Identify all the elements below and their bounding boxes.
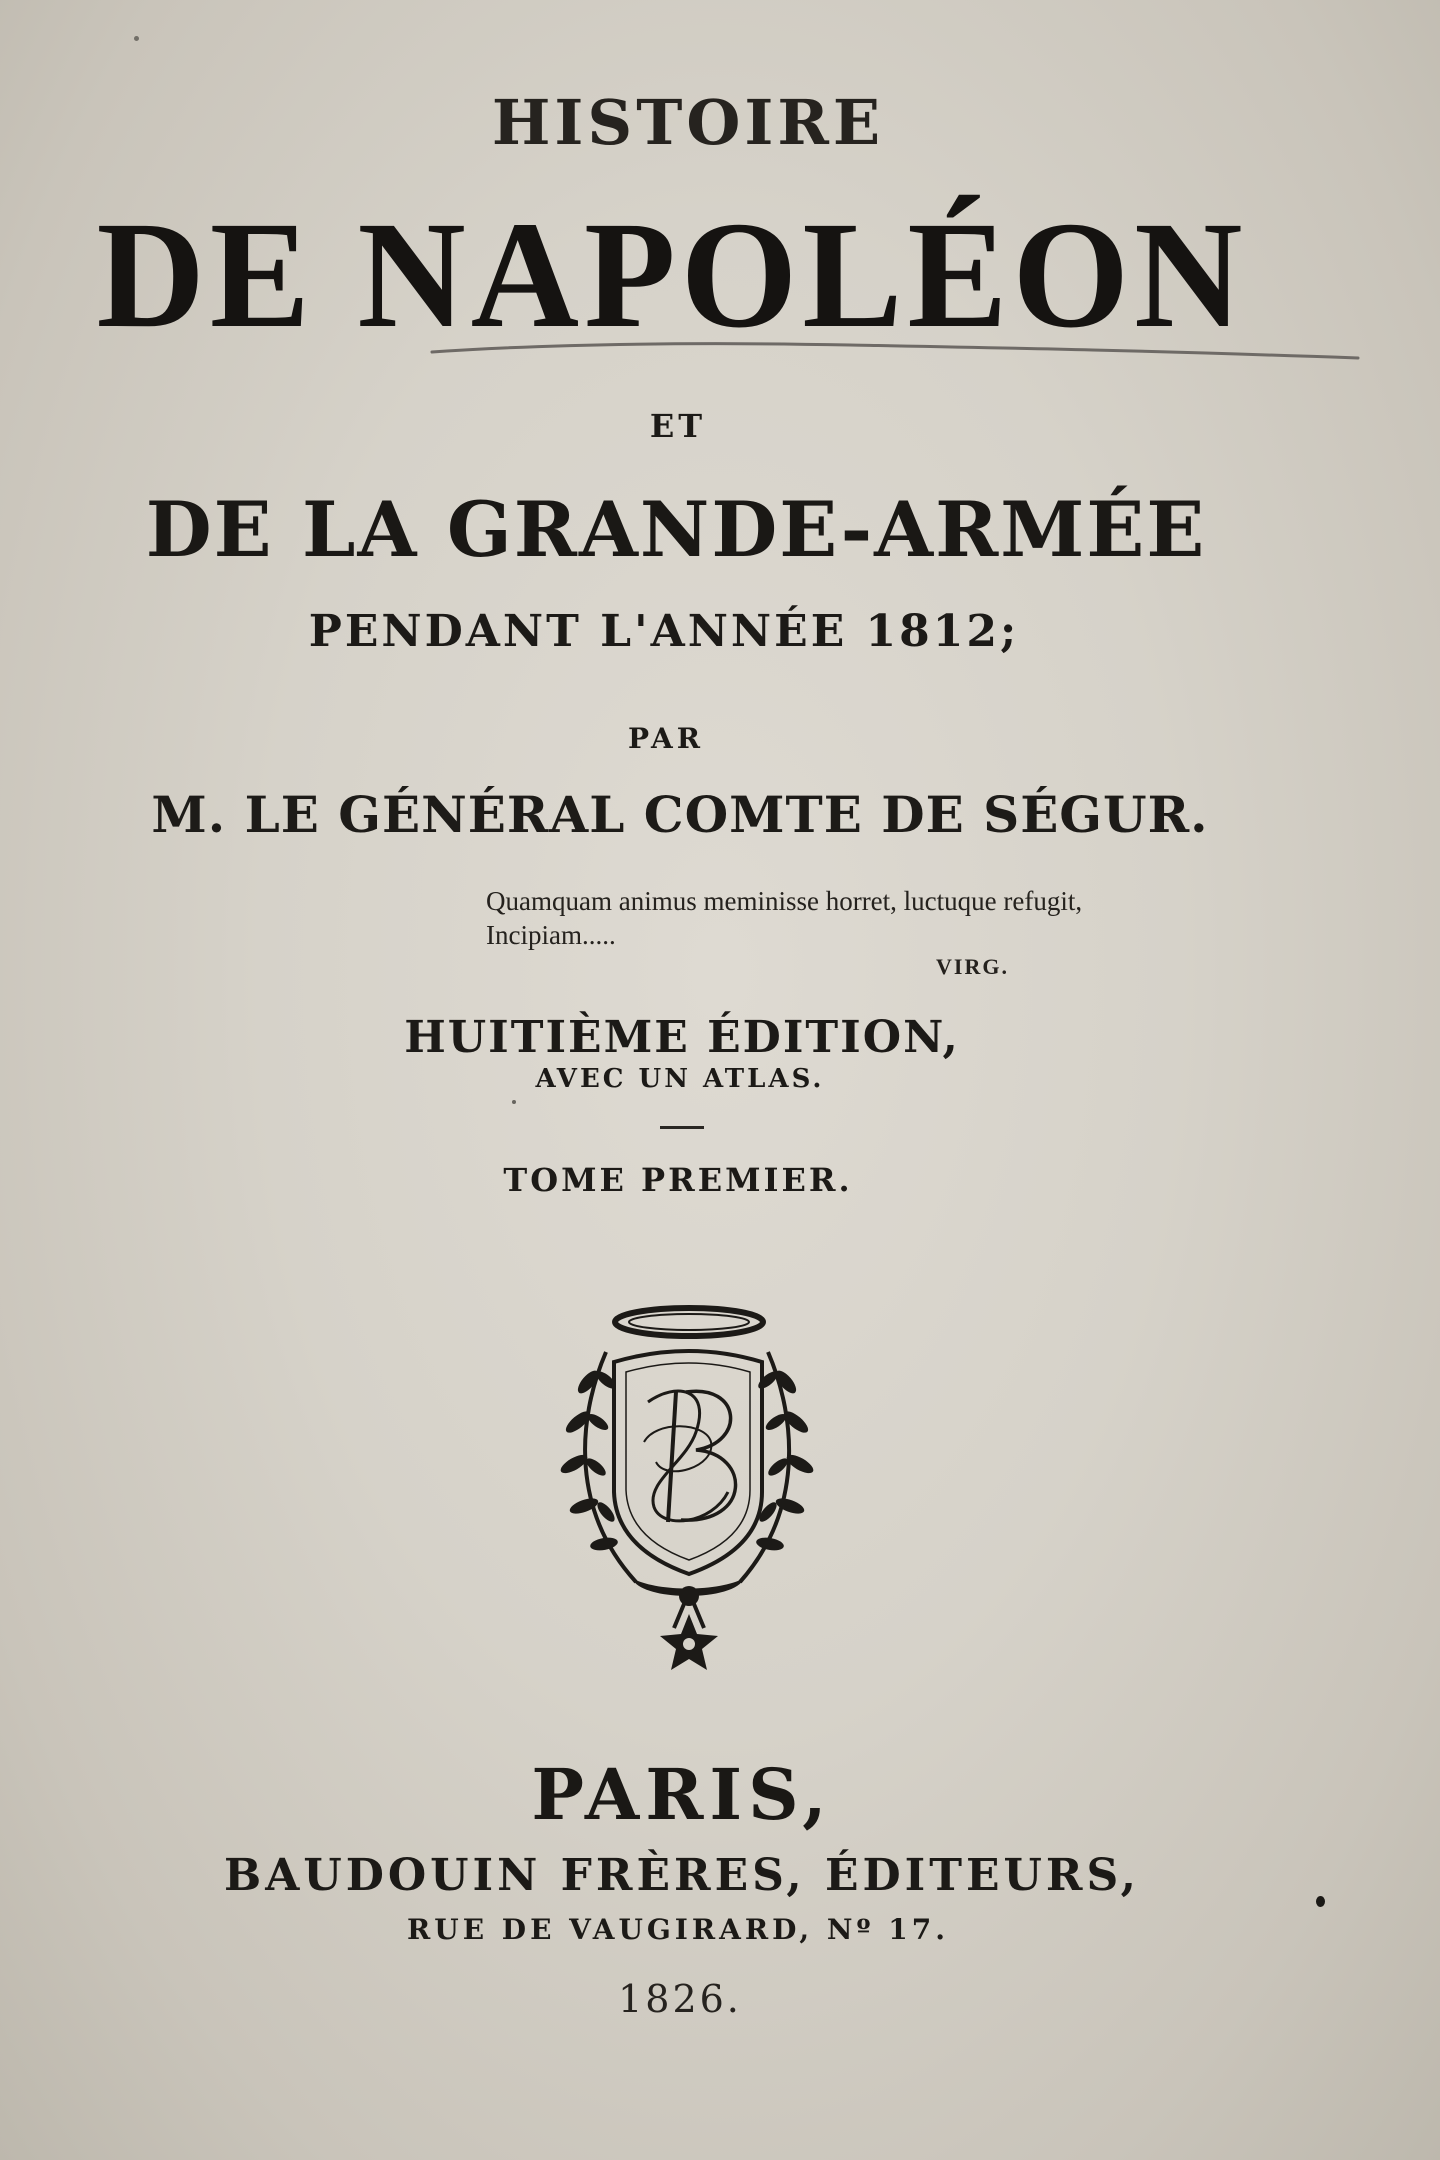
period-line: PENDANT L'ANNÉE 1812;: [308, 606, 1020, 657]
city-line: PARIS,: [531, 1753, 833, 1836]
epigraph-line-1: Quamquam animus meminisse horret, luctuque refugit,: [486, 886, 1083, 916]
edition-note: AVEC UN ATLAS.: [535, 1064, 825, 1094]
monogram-wreath-emblem-icon: [536, 1292, 834, 1676]
epigraph-line-2: Incipiam.....: [486, 920, 616, 950]
ink-speck: [1316, 1896, 1325, 1907]
conjunction-et: ET: [649, 407, 707, 445]
address-line: RUE DE VAUGIRARD, Nº 17.: [407, 1913, 949, 1946]
title-histoire: HISTOIRE: [491, 86, 885, 159]
pencil-underline: [430, 338, 1360, 362]
author-line: M. LE GÉNÉRAL COMTE DE SÉGUR.: [151, 785, 1209, 844]
edition-line: HUITIÈME ÉDITION,: [404, 1012, 960, 1063]
epigraph-attribution: VIRG.: [936, 954, 1009, 979]
subtitle: DE LA GRANDE-ARMÉE: [145, 485, 1207, 574]
main-title: DE NAPOLÉON: [96, 190, 1248, 360]
ink-speck: [512, 1100, 516, 1104]
year-line: 1826.: [618, 1977, 742, 2021]
divider-rule: [660, 1126, 704, 1129]
by-label: PAR: [627, 722, 704, 755]
volume-line: TOME PREMIER.: [503, 1161, 853, 1199]
epigraph: [486, 884, 1186, 952]
ink-speck: [134, 36, 139, 41]
publisher-line: BAUDOUIN FRÈRES, ÉDITEURS,: [224, 1850, 1140, 1901]
